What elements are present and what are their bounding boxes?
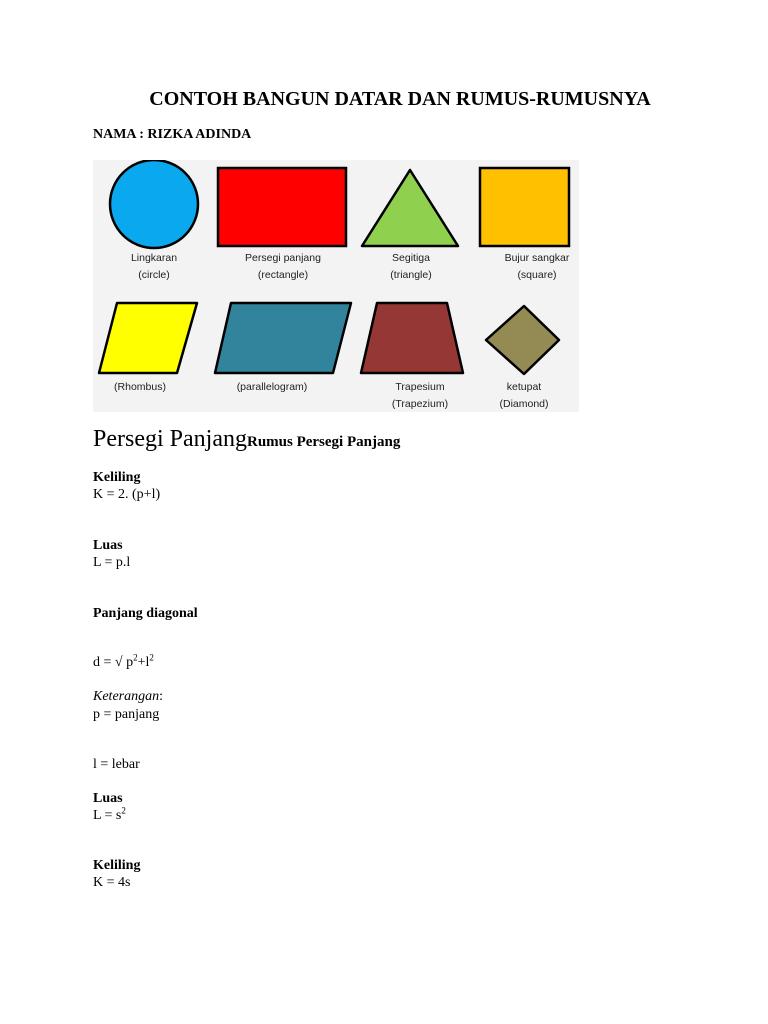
diagonal-formula-prefix: d = √ p — [93, 655, 134, 670]
circle-label: Lingkaran — [130, 252, 178, 264]
diagonal-label: Panjang diagonal — [93, 606, 198, 621]
diamond-label: ketupat — [506, 381, 542, 393]
keterangan-colon: : — [159, 689, 163, 704]
diamond-sublabel: (Diamond) — [499, 398, 549, 410]
parallelogram-label: (parallelogram) — [236, 381, 308, 393]
rectangle-sublabel: (rectangle) — [257, 269, 309, 281]
triangle-label: Segitiga — [392, 252, 430, 264]
luas-square-prefix: L = s — [93, 808, 122, 823]
keliling-square-formula: K = 4s — [93, 875, 131, 890]
circle-sublabel: (circle) — [138, 269, 170, 281]
section-heading-sub: Rumus Persegi Panjang — [246, 434, 401, 450]
luas-label: Luas — [93, 538, 123, 553]
diagonal-exponent-1: 2 — [133, 652, 138, 663]
rhombus-shape — [99, 303, 197, 373]
p-definition: p = panjang — [93, 707, 160, 722]
luas-square-formula — [93, 805, 126, 824]
rhombus-label: (Rhombus) — [114, 381, 166, 393]
square-sublabel: (square) — [517, 269, 557, 281]
document-title: CONTOH BANGUN DATAR DAN RUMUS-RUMUSNYA — [149, 88, 651, 110]
rectangle-shape — [218, 168, 346, 246]
diamond-shape — [486, 306, 559, 374]
keliling-formula: K = 2. (p+l) — [93, 487, 161, 502]
trapezium-shape — [361, 303, 463, 373]
section-heading-main: Persegi Panjang — [93, 426, 247, 452]
trapezium-label: Trapesium — [395, 381, 445, 393]
luas-square-exponent: 2 — [121, 805, 126, 816]
triangle-sublabel: (triangle) — [390, 269, 432, 281]
keliling-square-label: Keliling — [93, 858, 141, 873]
keterangan-label: Keterangan — [93, 689, 160, 704]
diagonal-formula-mid: +l — [137, 655, 150, 670]
section-heading — [93, 426, 400, 453]
rectangle-label: Persegi panjang — [245, 252, 321, 264]
keterangan-line — [93, 689, 163, 705]
keliling-label: Keliling — [93, 470, 141, 485]
square-shape — [480, 168, 569, 246]
diagonal-exponent-2: 2 — [149, 652, 154, 663]
trapezium-sublabel: (Trapezium) — [391, 398, 449, 410]
parallelogram-shape — [215, 303, 351, 373]
student-name: NAMA : RIZKA ADINDA — [93, 127, 252, 142]
luas-formula: L = p.l — [93, 555, 131, 570]
l-definition: l = lebar — [93, 757, 140, 772]
circle-shape — [110, 160, 198, 248]
triangle-shape — [362, 170, 458, 246]
square-label: Bujur sangkar — [504, 252, 570, 264]
shapes-figure — [93, 160, 579, 412]
luas-square-label: Luas — [93, 791, 123, 806]
diagonal-formula — [93, 652, 154, 671]
